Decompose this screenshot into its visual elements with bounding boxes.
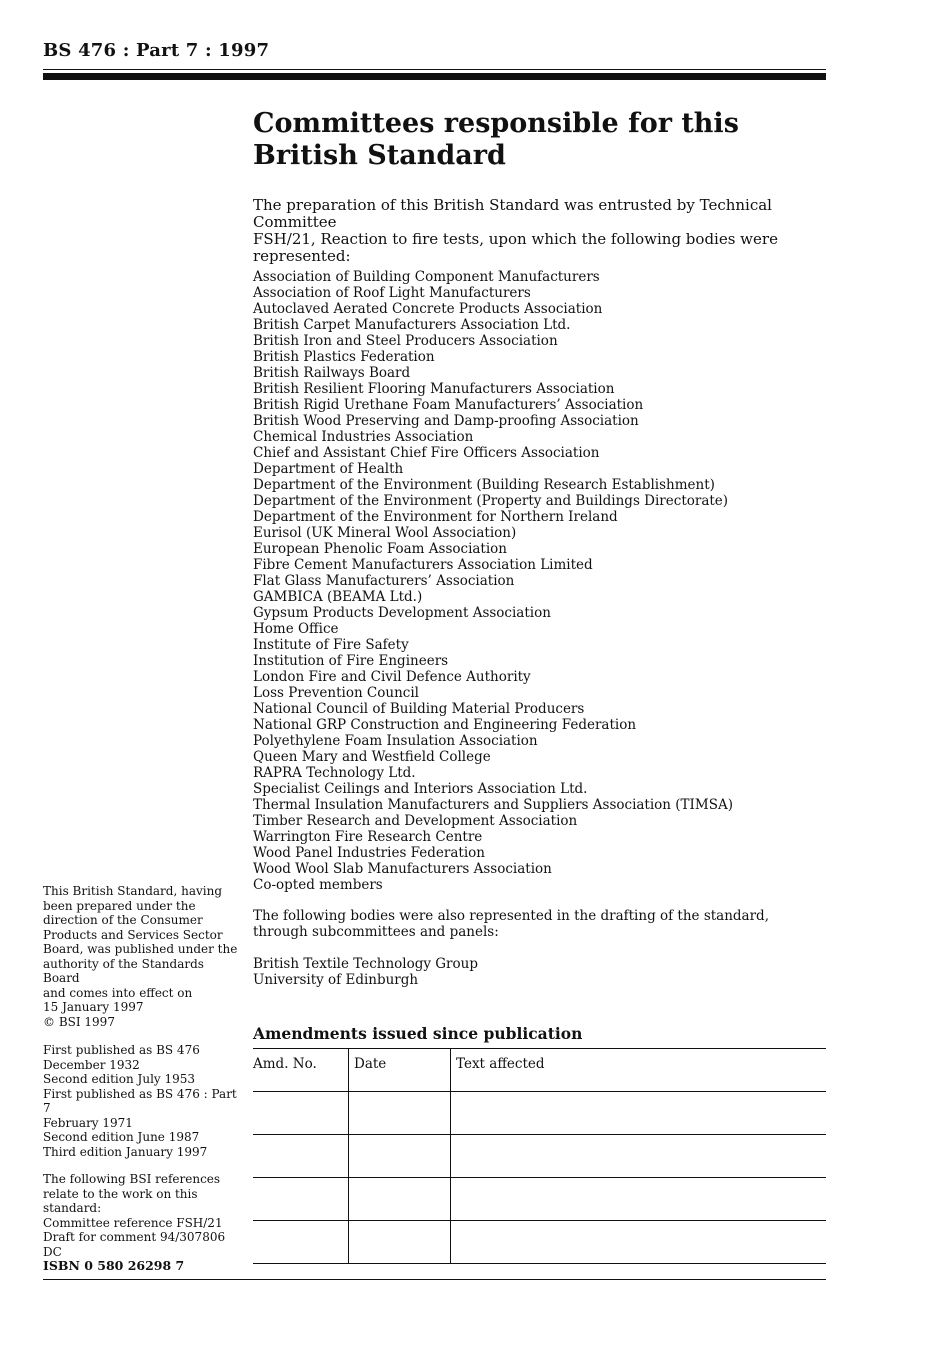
amendments-table	[253, 1048, 826, 1264]
represented-body: Wood Wool Slab Manufacturers Association	[253, 861, 552, 877]
represented-body: Warrington Fire Research Centre	[253, 829, 483, 845]
represented-body: Association of Roof Light Manufacturers	[253, 285, 531, 301]
represented-body: Department of Health	[253, 461, 404, 477]
amendment-cell	[253, 1221, 349, 1264]
represented-body: Timber Research and Development Association	[253, 813, 578, 829]
publication-history: First published as BS 476 December 1932 Second edition July 1953 First published as BS 476 : Part 7 February 1971 Second edition June 1987 Third edition January 1997	[43, 1043, 237, 1159]
represented-body: Home Office	[253, 621, 339, 637]
represented-body: Polyethylene Foam Insulation Association	[253, 733, 538, 749]
represented-body: Autoclaved Aerated Concrete Products Association	[253, 301, 603, 317]
represented-body: Thermal Insulation Manufacturers and Suppliers Association (TIMSA)	[253, 797, 733, 813]
copyright-notice: © BSI 1997	[43, 1015, 115, 1029]
amendment-cell	[451, 1135, 827, 1178]
represented-body: Loss Prevention Council	[253, 685, 419, 701]
represented-body: Specialist Ceilings and Interiors Association Ltd.	[253, 781, 588, 797]
amendment-cell	[253, 1092, 349, 1135]
represented-body: British Carpet Manufacturers Association Ltd.	[253, 317, 571, 333]
header-rule-thin	[43, 69, 826, 70]
represented-body: Department of the Environment (Property and Buildings Directorate)	[253, 493, 729, 509]
represented-body: Flat Glass Manufacturers’ Association	[253, 573, 515, 589]
represented-body: National Council of Building Material Producers	[253, 701, 585, 717]
publication-note: This British Standard, having been prepared under the direction of the Consumer Products and Services Sector Board, was published under the authority of the Standards Board and comes into effect on 15 January 1997	[43, 884, 238, 1014]
column-header-text-affected: Text affected	[451, 1049, 827, 1092]
also-represented-body: University of Edinburgh	[253, 972, 419, 988]
header-rule-thick	[43, 73, 826, 80]
amendment-row	[253, 1135, 826, 1178]
represented-body: Wood Panel Industries Federation	[253, 845, 485, 861]
amendment-row	[253, 1221, 826, 1264]
represented-body: Co-opted members	[253, 877, 383, 893]
represented-body: British Railways Board	[253, 365, 411, 381]
amendment-cell	[253, 1178, 349, 1221]
amendment-cell	[253, 1135, 349, 1178]
amendment-row	[253, 1178, 826, 1221]
represented-body: British Rigid Urethane Foam Manufacturers’ Association	[253, 397, 644, 413]
represented-body: British Wood Preserving and Damp-proofing Association	[253, 413, 639, 429]
represented-body: British Iron and Steel Producers Association	[253, 333, 558, 349]
amendments-header-row	[253, 1049, 826, 1092]
represented-body: GAMBICA (BEAMA Ltd.)	[253, 589, 423, 605]
represented-body: Institution of Fire Engineers	[253, 653, 449, 669]
amendment-cell	[451, 1092, 827, 1135]
amendment-cell	[451, 1221, 827, 1264]
represented-body: Chemical Industries Association	[253, 429, 474, 445]
represented-body: European Phenolic Foam Association	[253, 541, 507, 557]
represented-body: Gypsum Products Development Association	[253, 605, 551, 621]
footer-rule	[43, 1279, 826, 1280]
represented-body: Association of Building Component Manufacturers	[253, 269, 600, 285]
bsi-references: The following BSI references relate to the work on this standard: Committee reference FSH/21 Draft for comment 94/307806 DC	[43, 1172, 226, 1259]
column-header-amd-no: Amd. No.	[253, 1049, 349, 1092]
represented-body: National GRP Construction and Engineering Federation	[253, 717, 637, 733]
also-represented-paragraph: The following bodies were also represented in the drafting of the standard, through subcommittees and panels:	[253, 908, 769, 940]
represented-body: British Plastics Federation	[253, 349, 435, 365]
represented-body: Queen Mary and Westfield College	[253, 749, 491, 765]
amendment-cell	[451, 1178, 827, 1221]
represented-body: Department of the Environment for Northern Ireland	[253, 509, 618, 525]
amendment-cell	[349, 1092, 451, 1135]
column-header-date: Date	[349, 1049, 451, 1092]
represented-body: Department of the Environment (Building Research Establishment)	[253, 477, 715, 493]
amendment-cell	[349, 1135, 451, 1178]
represented-body: London Fire and Civil Defence Authority	[253, 669, 531, 685]
amendment-row	[253, 1092, 826, 1135]
running-header: BS 476 : Part 7 : 1997	[43, 40, 270, 61]
represented-body: Fibre Cement Manufacturers Association Limited	[253, 557, 593, 573]
represented-body: Institute of Fire Safety	[253, 637, 409, 653]
intro-paragraph: The preparation of this British Standard was entrusted by Technical Committee FSH/21, Reaction to fire tests, upon which the following bodies were represented:	[253, 196, 778, 265]
represented-body: British Resilient Flooring Manufacturers Association	[253, 381, 615, 397]
page-title: Committees responsible for this British Standard	[253, 108, 739, 171]
represented-body: RAPRA Technology Ltd.	[253, 765, 416, 781]
amendment-cell	[349, 1178, 451, 1221]
represented-body: Chief and Assistant Chief Fire Officers Association	[253, 445, 600, 461]
represented-bodies-list	[253, 269, 733, 893]
isbn: ISBN 0 580 26298 7	[43, 1258, 185, 1273]
also-represented-body: British Textile Technology Group	[253, 956, 478, 972]
also-represented-list	[253, 956, 478, 988]
amendments-heading: Amendments issued since publication	[253, 1024, 583, 1043]
amendment-cell	[349, 1221, 451, 1264]
represented-body: Eurisol (UK Mineral Wool Association)	[253, 525, 517, 541]
